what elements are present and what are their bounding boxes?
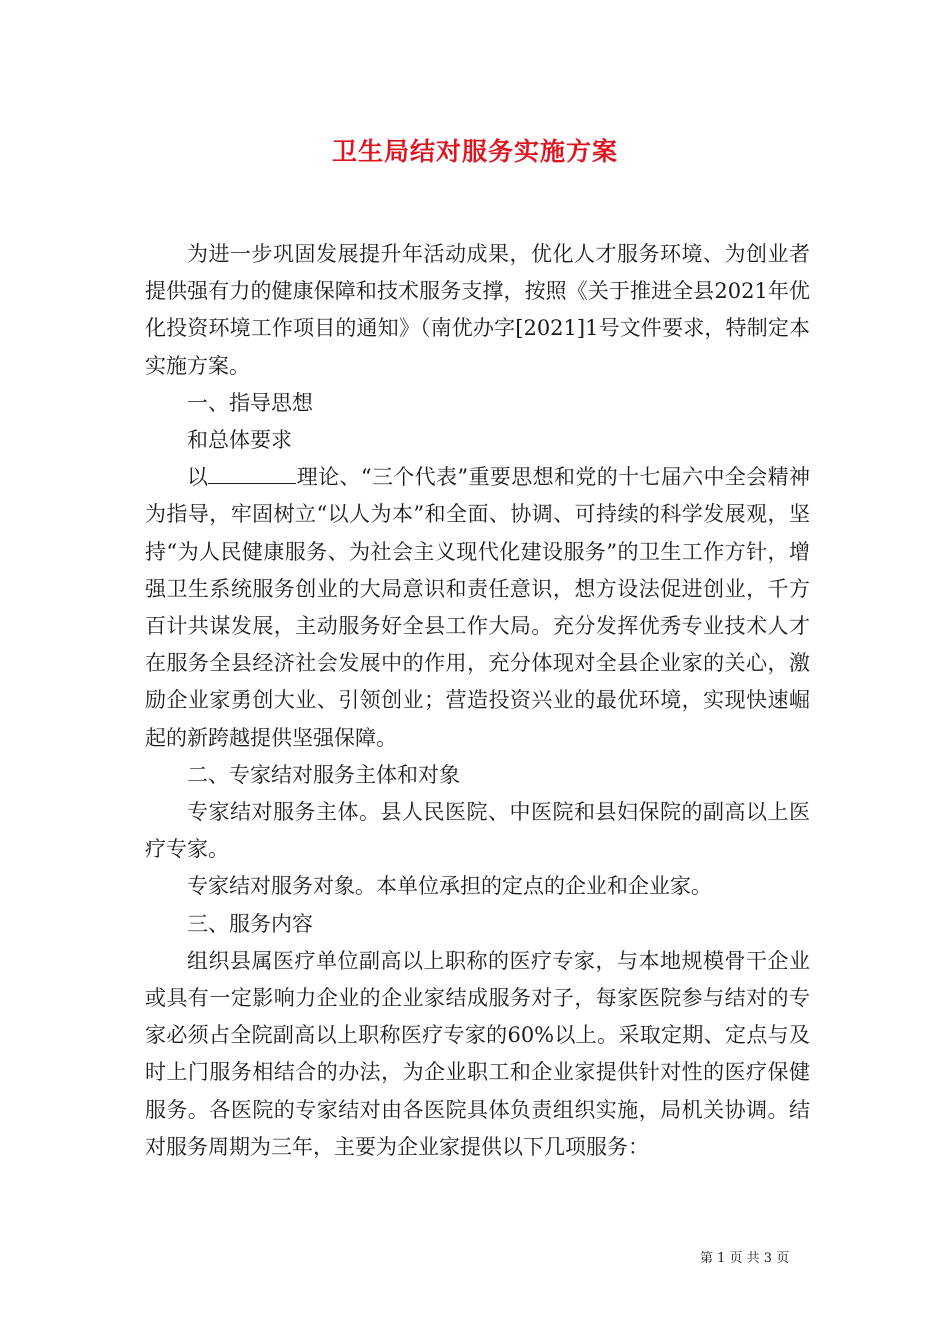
- subject-paragraph: 专家结对服务主体。县人民医院、中医院和县妇保院的副高以上医疗专家。: [145, 800, 810, 862]
- section-heading-guiding: 一、指导思想: [187, 390, 313, 415]
- document-body: [145, 236, 810, 1166]
- document-title: 卫生局结对服务实施方案: [331, 137, 618, 166]
- object-paragraph: 专家结对服务对象。本单位承担的定点的企业和企业家。: [187, 874, 712, 899]
- intro-paragraph: 为进一步巩固发展提升年活动成果，优化人才服务环境、为创业者提供强有力的健康保障和技术服务支撑，按照《关于推进全县2021年优化投资环境工作项目的通知》（南优办字[2021]1号文件要求，特制定本实施方案。: [145, 242, 810, 378]
- content-paragraph: 组织县属医疗单位副高以上职称的医疗专家，与本地规模骨干企业或具有一定影响力企业的企业家结成服务对子，每家医院参与结对的专家必须占全院副高以上职称医疗专家的60%以上。采取定期、定点与及时上门服务相结合的办法，为企业职工和企业家提供针对性的医疗保健服务。各医院的专家结对由各医院具体负责组织实施，局机关协调。结对服务周期为三年，主要为企业家提供以下几项服务：: [145, 948, 810, 1159]
- section-heading-subject: 二、专家结对服务主体和对象: [187, 762, 460, 787]
- guiding-thought-paragraph: [145, 459, 810, 757]
- section-heading-content: 三、服务内容: [187, 911, 313, 936]
- section-subheading-requirements: 和总体要求: [187, 428, 292, 453]
- guiding-prefix: 以: [187, 465, 209, 490]
- guiding-suffix: 理论、“三个代表”重要思想和党的十七届六中全会精神为指导，牢固树立“以人为本”和全面、协调、可持续的科学发展观，坚持“为人民健康服务、为社会主义现代化建设服务”的卫生工作方针，增强卫生系统服务创业的大局意识和责任意识，想方设法促进创业，千方百计共谋发展，主动服务好全县工作大局。充分发挥优秀专业技术人才在服务全县经济社会发展中的作用，充分体现对全县企业家的关心，激励企业家勇创大业、引领创业；营造投资兴业的最优环境，实现快速崛起的新跨越提供坚强保障。: [145, 465, 810, 750]
- blank-underline: [208, 462, 296, 484]
- page-number: 第 1 页 共 3 页: [700, 1251, 790, 1266]
